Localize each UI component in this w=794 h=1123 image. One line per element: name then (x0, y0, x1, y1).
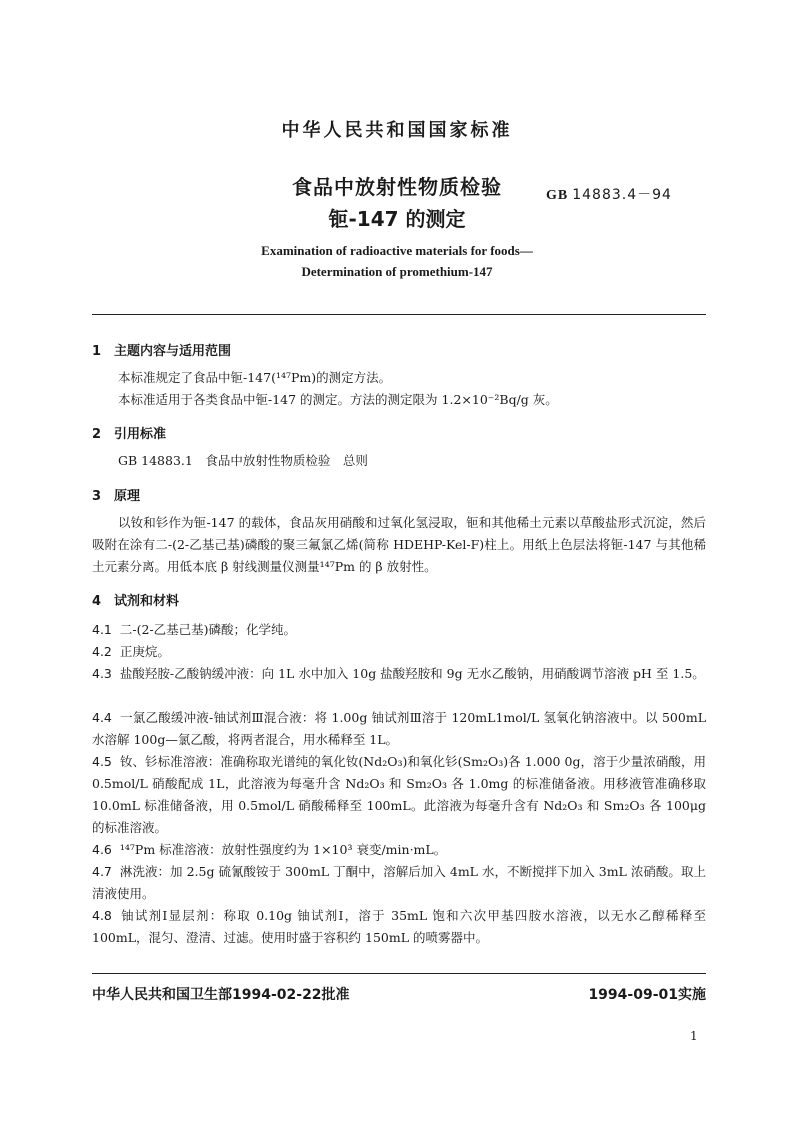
reagent-item (92, 751, 706, 839)
item-text: 盐酸羟胺-乙酸钠缓冲液：向 1L 水中加入 10g 盐酸羟胺和 9g 无水乙酸钠，用硝酸调节溶液 pH 至 1.5。 (119, 666, 705, 681)
item-text: ¹⁴⁷Pm 标准溶液：放射性强度约为 1×10³ 衰变/min·mL。 (119, 842, 447, 857)
section-heading-3 (92, 485, 140, 504)
reagent-item (92, 905, 706, 949)
section-title: 引用标准 (114, 427, 167, 442)
reagent-item (92, 839, 706, 861)
reagent-item (92, 663, 706, 685)
referenced-standard: GB 14883.1 食品中放射性物质检验 总则 (118, 453, 368, 468)
item-text: 淋洗液：加 2.5g 硫氰酸铵于 300mL 丁酮中，溶解后加入 4mL 水，不断搅拌下加入 3mL 浓硝酸。取上清液使用。 (92, 864, 706, 901)
item-text: 一氯乙酸缓冲液-铀试剂Ⅲ混合液：将 1.00g 铀试剂Ⅲ溶于 120mL1mol/L 氢氧化钠溶液中。以 500mL 水溶解 100g—氯乙酸，将两者混合，用水稀释至 1L。 (92, 710, 706, 747)
section-number: 2 (92, 427, 102, 442)
section-title: 试剂和材料 (114, 594, 180, 609)
section-1-line-1: 本标准规定了食品中钷-147(¹⁴⁷Pm)的测定方法。 (118, 370, 392, 385)
item-number: 4.3 (92, 666, 112, 681)
section-heading-2 (92, 423, 166, 442)
reagent-item (92, 707, 706, 751)
page-number: 1 (690, 1029, 698, 1043)
reagent-item (92, 619, 706, 641)
section-title: 原理 (114, 489, 141, 504)
section-number: 1 (92, 344, 102, 359)
effective-date: 1994-09-01实施 (588, 987, 706, 1003)
item-number: 4.2 (92, 644, 112, 659)
standard-code: 14883.4－94 (572, 187, 672, 203)
section-number: 4 (92, 594, 102, 609)
item-text: 铀试剂Ⅰ显层剂：称取 0.10g 铀试剂Ⅰ，溶于 35mL 饱和六次甲基四胺水溶液，以无水乙醇稀释至 100mL，混匀、澄清、过滤。使用时盛于容积约 150mL 的喷雾器中。 (92, 908, 706, 945)
item-text: 钕、钐标准溶液：准确称取光谱纯的氧化钕(Nd₂O₃)和氧化钐(Sm₂O₃)各 1.000 0g，溶于少量浓硝酸，用 0.5mol/L 硝酸配成 1L，此溶液为每毫升含 Nd₂O₃ 和 Sm₂O₃ 各 1.0mg 的标准储备液。用移液管准确移取 10.0mL 标准储备液，用 0.5mol/L 硝酸稀释至 100mL。此溶液为每毫升含有 Nd₂O₃ 和 Sm₂O₃ 各 100μg 的标准溶液。 (92, 754, 706, 835)
item-number: 4.1 (92, 622, 112, 637)
principle-paragraph: 以钕和钐作为钷-147 的载体，食品灰用硝酸和过氧化氢浸取，钷和其他稀土元素以草酸盐形式沉淀，然后吸附在涂有二-(2-乙基己基)磷酸的聚三氟氯乙烯(简称 HDEHP-Kel-F)柱上。用纸上色层法将钷-147 与其他稀土元素分离。用低本底 β 射线测量仪测量¹⁴⁷Pm 的 β 放射性。 (92, 515, 706, 574)
issuing-organization: 中华人民共和国国家标准 (281, 120, 513, 141)
section-heading-1 (92, 340, 231, 359)
standard-number (546, 184, 672, 204)
title-chinese-line2: 钷-147 的测定 (328, 207, 466, 231)
title-chinese-line1: 食品中放射性物质检验 (292, 175, 502, 199)
title-english-line1: Examination of radioactive materials for foods— (261, 243, 533, 258)
footer-divider (92, 973, 706, 974)
item-text: 正庚烷。 (119, 644, 170, 659)
item-number: 4.4 (92, 710, 112, 725)
title-english-line2: Determination of promethium-147 (301, 264, 493, 279)
section-1-line-2: 本标准适用于各类食品中钷-147 的测定。方法的测定限为 1.2×10⁻²Bq/g 灰。 (118, 392, 558, 407)
item-number: 4.5 (92, 754, 112, 769)
section-heading-4 (92, 590, 179, 609)
standard-prefix: GB (546, 188, 569, 203)
item-text: 二-(2-乙基己基)磷酸；化学纯。 (119, 622, 297, 637)
section-number: 3 (92, 489, 102, 504)
item-number: 4.7 (92, 864, 112, 879)
item-number: 4.6 (92, 842, 112, 857)
reagent-item (92, 641, 706, 663)
reagent-item (92, 861, 706, 905)
approval-date: 中华人民共和国卫生部1994-02-22批准 (92, 987, 350, 1003)
item-number: 4.8 (92, 908, 112, 923)
header-divider (92, 314, 706, 315)
section-title: 主题内容与适用范围 (114, 344, 232, 359)
